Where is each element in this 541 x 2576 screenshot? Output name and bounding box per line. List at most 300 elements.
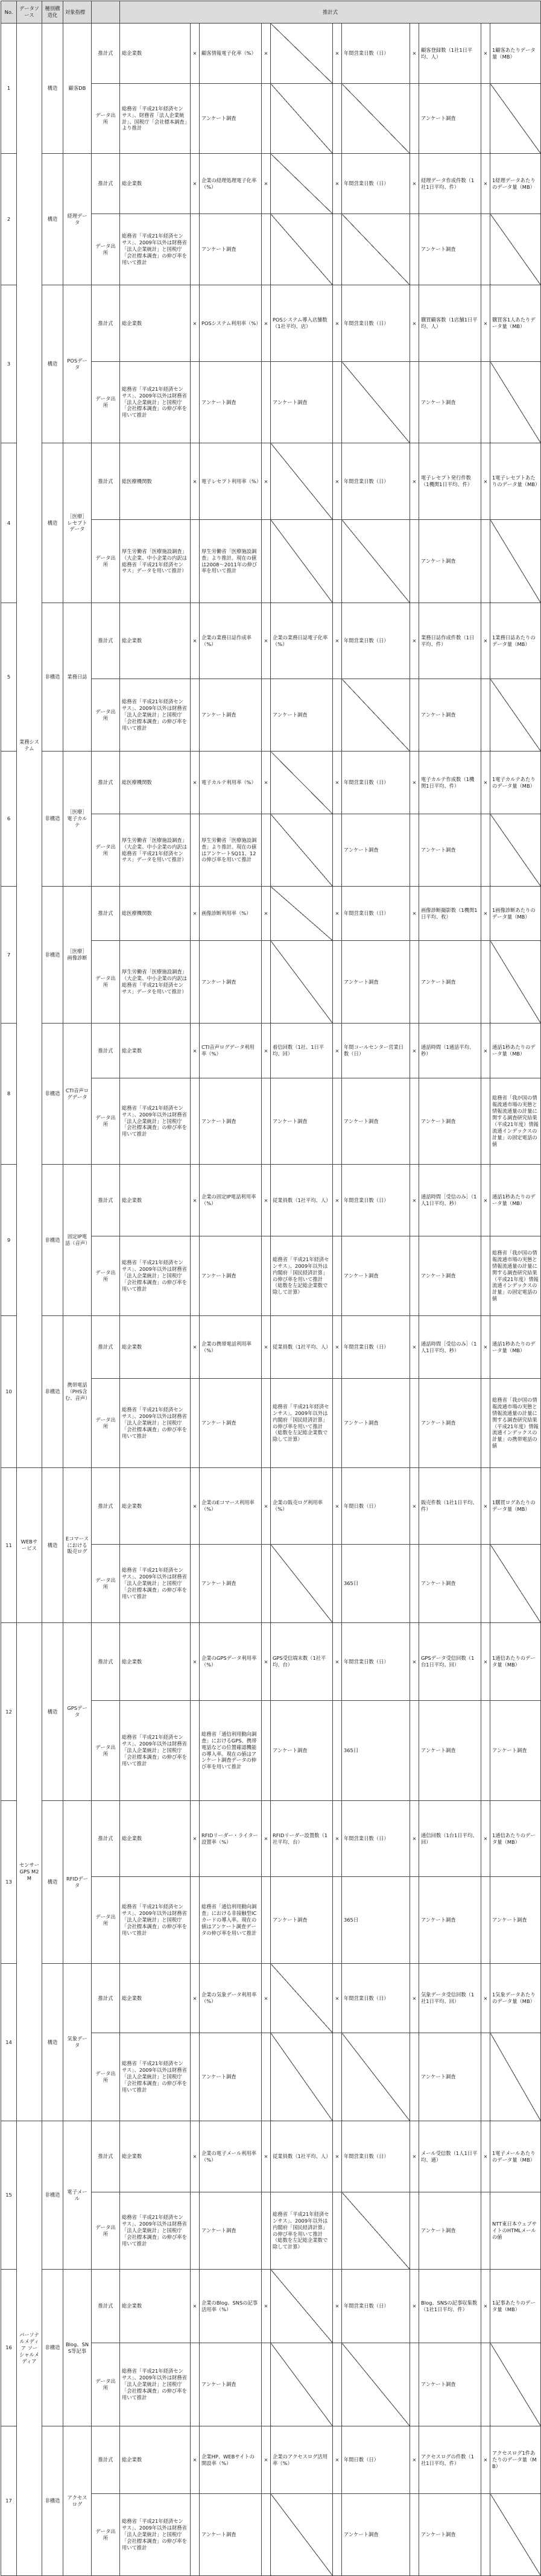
source-note: アンケート調査 [342,814,410,887]
formula-factor: 総企業数 [120,154,191,214]
target-indicator: 固定IP電話（音声） [63,1165,92,1316]
separator-cell [410,679,419,752]
formula-factor: 総企業数 [120,2426,191,2494]
separator-cell [481,214,490,285]
times-sign: × [333,887,342,941]
structure-type: 構造 [42,154,63,285]
table-row [1,1801,541,1877]
formula-factor: 1業務日誌あたりのデータ量（MB） [490,603,541,679]
separator-cell [481,1701,490,1801]
formula-factor: 総企業数 [120,603,191,679]
times-sign: × [262,2121,271,2192]
times-sign: × [410,154,419,214]
source-label: データ出所 [92,1236,120,1316]
formula-factor: 総企業数 [120,1468,191,1545]
structure-type: 非構造 [42,2426,63,2576]
estimate-label: 推計式 [92,1165,120,1236]
formula-factor: 従業員数（1社平均、人） [271,1165,333,1236]
separator-cell [191,1236,200,1316]
target-indicator: CTI音声ログデータ [63,1024,92,1165]
row-number: 9 [1,1165,17,1316]
row-number: 3 [1,285,17,443]
formula-factor: 1通信あたりのデータ量（MB） [490,1623,541,1701]
times-sign: × [333,1316,342,1379]
structure-type: 非構造 [42,1316,63,1468]
source-note: アンケート調査 [419,1545,481,1623]
formula-factor: 電子レセプト発行件数（1機関1日平均、件） [419,443,481,520]
empty-source-cell [271,2494,333,2576]
table-row [1,2270,541,2343]
empty-source-cell [342,2192,410,2270]
times-sign: × [481,752,490,814]
formula-factor: POSシステム導入店舗数（1社平均、店） [271,285,333,362]
times-sign: × [410,2426,419,2494]
formula-factor: 年間営業日数（日） [342,443,410,520]
formula-factor: 通話1秒あたりのデータ量（MB） [490,1165,541,1236]
times-sign: × [262,1468,271,1545]
structure-type: 非構造 [42,887,63,1024]
empty-source-cell [490,2494,541,2576]
empty-source-cell [342,2343,410,2426]
target-indicator: 経理データ [63,154,92,285]
empty-source-cell [271,2343,333,2426]
separator-cell [333,2192,342,2270]
formula-factor: アクセスログの件数（1社1日平均、件） [419,2426,481,2494]
formula-factor: 通信回数（1台1日平均、回） [419,1801,481,1877]
times-sign: × [191,285,200,362]
times-sign: × [333,2270,342,2343]
formula-factor: 電子カルテ利用率（%） [200,752,262,814]
row-number: 1 [1,24,17,154]
formula-factor: 通話時間（1通話平均、秒） [419,1024,481,1078]
times-sign: × [262,2426,271,2494]
separator-cell [333,814,342,887]
estimate-label: 推計式 [92,1024,120,1078]
formula-factor: 販売件数（1社1日平均、件） [419,1468,481,1545]
formula-factor: 年間営業日数（日） [342,1964,410,2033]
times-sign: × [333,2426,342,2494]
formula-factor: 年間営業日数（日） [342,603,410,679]
formula-factor: 企業の携帯電話利用率（%） [200,1316,262,1379]
source-note: アンケート調査 [342,941,410,1024]
separator-cell [410,520,419,603]
source-note: アンケート調査 [419,214,481,285]
table-row [1,1165,541,1236]
formula-factor: 電子カルテ作成数（1機関1日平均、件） [419,752,481,814]
row-number: 2 [1,154,17,285]
times-sign: × [481,1024,490,1078]
source-label: データ出所 [92,1379,120,1468]
separator-cell [410,1236,419,1316]
source-label: データ出所 [92,814,120,887]
empty-source-cell [490,1545,541,1623]
separator-cell [410,941,419,1024]
times-sign: × [333,1801,342,1877]
formula-factor: 総企業数 [120,285,191,362]
source-note: 厚生労働省「医療施設調査」（大企業、中小企業の内訳は総務省「平成21年経済センサス」データを用いて推計） [120,814,191,887]
separator-cell [262,941,271,1024]
separator-cell [262,1379,271,1468]
formula-factor: 企業の業務日誌電子化率（%） [271,603,333,679]
source-note: 総務省「我が国の情報流通市場の実態と情報流通量の計量に関する調査研究結果（平成21年度）情報流通インデックスの計量」の携帯電話の値 [490,1379,541,1468]
separator-cell [262,84,271,154]
empty-factor-cell [271,2270,333,2343]
separator-cell [191,1877,200,1964]
empty-source-cell [342,84,410,154]
formula-factor: 購買客1人あたりデータ量（MB） [490,285,541,362]
source-note: 総務省「平成21年経済センサス」、財務省「法人企業統計」、国税庁「会社標本調査」より推計 [120,84,191,154]
source-label: データ出所 [92,1701,120,1801]
structure-type: 構造 [42,1468,63,1623]
row-number: 5 [1,603,17,752]
structure-type: 非構造 [42,1165,63,1316]
separator-cell [191,520,200,603]
formula-factor: GPSデータ受信回数（1台1日平均、回） [419,1623,481,1701]
formula-factor: 年間営業日数（日） [342,887,410,941]
source-note: アンケート調査 [419,814,481,887]
separator-cell [481,941,490,1024]
structure-type: 非構造 [42,2270,63,2426]
formula-factor: 着信回数（1社、1日平均、回） [271,1024,333,1078]
times-sign: × [410,1024,419,1078]
separator-cell [410,1078,419,1165]
empty-factor-cell [271,887,333,941]
separator-cell [410,214,419,285]
formula-factor: 年間日数（日） [342,1468,410,1545]
separator-cell [191,814,200,887]
separator-cell [481,2033,490,2121]
times-sign: × [333,154,342,214]
separator-cell [191,1379,200,1468]
row-number: 14 [1,1964,17,2121]
times-sign: × [481,2426,490,2494]
separator-cell [262,2343,271,2426]
separator-cell [481,1379,490,1468]
table-row [1,1024,541,1078]
row-number: 15 [1,2121,17,2270]
source-note: 総務省「平成21年経済センサス」、2009年以外は財務省「法人企業統計」と国税庁「会社標本調査」の伸び率を用いて推計 [120,362,191,443]
times-sign: × [191,1623,200,1701]
estimate-label: 推計式 [92,24,120,84]
source-note: アンケート調査 [419,1379,481,1468]
formula-factor: 1記事あたりのデータ量（MB） [490,2270,541,2343]
structure-type: 構造 [42,1623,63,1801]
source-label: データ出所 [92,362,120,443]
source-label: データ出所 [92,679,120,752]
times-sign: × [410,2121,419,2192]
times-sign: × [262,1024,271,1078]
formula-factor: 年間営業日数（日） [342,1623,410,1701]
times-sign: × [262,1964,271,2033]
separator-cell [410,814,419,887]
source-note: アンケート調査 [419,2033,481,2121]
source-note: NTT東日本ウェブサイトのHTMLメールの値 [490,2192,541,2270]
times-sign: × [333,1024,342,1078]
separator-cell [333,1877,342,1964]
formula-factor: 年間営業日数（日） [342,2270,410,2343]
formula-factor: 年間日数（日） [342,2426,410,2494]
target-indicator: 顧客DB [63,24,92,154]
formula-factor: 画像診断利用率（%） [200,887,262,941]
times-sign: × [333,24,342,84]
formula-factor: 従業員数（1社平均、人） [271,1316,333,1379]
formula-factor: 年間営業日数（日） [342,154,410,214]
formula-factor: GPS受信端末数（1社平均、台） [271,1623,333,1701]
source-label: データ出所 [92,1877,120,1964]
times-sign: × [481,603,490,679]
source-note: 厚生労働省「医療施設調査」より推計。現在の値は2008～2011年の伸び率を用いて推計 [200,520,262,603]
col-target: 対象指標 [63,1,92,24]
source-note: アンケート調査 [419,2192,481,2270]
separator-cell [333,520,342,603]
target-indicator: ［医療］電子カルテ [63,752,92,887]
formula-factor: 年間営業日数（日） [342,2121,410,2192]
times-sign: × [410,443,419,520]
formula-factor: 年間営業日数（日） [342,752,410,814]
separator-cell [262,1078,271,1165]
source-note: アンケート調査 [200,1078,262,1165]
source-note: アンケート調査 [490,1877,541,1964]
structure-type: 非構造 [42,603,63,752]
data-source-group: センサーGPS M2M [17,1623,42,2121]
times-sign: × [410,1623,419,1701]
formula-factor: 年間営業日数（日） [342,24,410,84]
target-indicator: 携帯電話（PHS含む、音声） [63,1316,92,1468]
table-row [1,603,541,679]
source-note: アンケート調査 [200,2343,262,2426]
row-number: 17 [1,2426,17,2576]
separator-cell [410,2192,419,2270]
estimate-label: 推計式 [92,1468,120,1545]
separator-cell [191,2033,200,2121]
times-sign: × [481,1964,490,2033]
formula-factor: 企業のBlog、SNSの記事活用率（%） [200,2270,262,2343]
times-sign: × [410,2270,419,2343]
estimation-table [1,1,541,2576]
times-sign: × [410,752,419,814]
formula-factor: 総医療機関数 [120,887,191,941]
data-source-group: 業務システム [17,24,42,1468]
formula-factor: 企業の業務日誌作成率（%） [200,603,262,679]
times-sign: × [191,24,200,84]
source-note: アンケート調査 [271,1701,333,1801]
target-indicator: RFIDデータ [63,1801,92,1964]
structure-type: 非構造 [42,2121,63,2270]
table-row [1,1468,541,1545]
times-sign: × [333,443,342,520]
times-sign: × [191,1801,200,1877]
formula-factor: 企業の電子メール利用率（%） [200,2121,262,2192]
times-sign: × [191,1165,200,1236]
separator-cell [410,1877,419,1964]
empty-source-cell [342,214,410,285]
target-indicator: 気象データ [63,1964,92,2121]
estimate-label: 推計式 [92,603,120,679]
separator-cell [481,1078,490,1165]
source-note: アンケート調査 [419,1877,481,1964]
empty-source-cell [271,814,333,887]
source-note: アンケート調査 [200,1545,262,1623]
separator-cell [262,2033,271,2121]
separator-cell [333,679,342,752]
separator-cell [481,84,490,154]
times-sign: × [333,603,342,679]
source-note: 厚生労働省「医療施設調査」（大企業、中小企業の内訳は総務省「平成21年経済センサス」データを用いて推計） [120,941,191,1024]
source-note: 総務省「平成21年経済センサス」、2009年以外は財務省「法人企業統計」と国税庁「会社標本調査」の伸び率を用いて推計 [120,1078,191,1165]
source-note: アンケート調査 [200,2033,262,2121]
formula-factor: CTI音声ログデータ利用率（%） [200,1024,262,1078]
formula-factor: 通話1秒あたりのデータ量（MB） [490,1024,541,1078]
separator-cell [262,1236,271,1316]
source-note: アンケート調査 [342,1078,410,1165]
separator-cell [262,362,271,443]
source-note: 365日 [342,1545,410,1623]
separator-cell [481,1236,490,1316]
separator-cell [333,1701,342,1801]
empty-source-cell [271,941,333,1024]
separator-cell [333,1236,342,1316]
times-sign: × [333,1964,342,2033]
separator-cell [262,1545,271,1623]
structure-type: 構造 [42,1801,63,1964]
times-sign: × [410,1468,419,1545]
formula-factor: 総企業数 [120,24,191,84]
source-note: アンケート調査 [342,1379,410,1468]
source-note: アンケート調査 [200,214,262,285]
formula-factor: 企業の販売ログ利用率（%） [271,1468,333,1545]
source-note: 365日 [342,1877,410,1964]
source-note: 総務省「平成21年経済センサス」、2009年以外は財務省「法人企業統計」と国税庁「会社標本調査」の伸び率を用いて推計 [120,679,191,752]
col-struct: 種別構造化 [42,1,63,24]
target-indicator: POSデータ [63,285,92,443]
separator-cell [481,2343,490,2426]
separator-cell [481,679,490,752]
source-note: アンケート調査 [200,2494,262,2576]
empty-source-cell [271,1545,333,1623]
formula-factor: 総医療機関数 [120,443,191,520]
times-sign: × [191,2121,200,2192]
times-sign: × [410,1801,419,1877]
times-sign: × [481,1623,490,1701]
target-indicator: ［医療］画像診断 [63,887,92,1024]
formula-factor: 1顧客あたりデータ量（MB） [490,24,541,84]
times-sign: × [191,2426,200,2494]
row-number: 12 [1,1623,17,1801]
source-note: 総務省「通信利用動向調査」における非接触型ICカードの導入率。現在の値はアンケート調査データの伸び率を用いて推計 [200,1877,262,1964]
col-formula: 推計式 [120,1,541,24]
source-note: 総務省「我が国の情報流通市場の実態と情報流通量の計量に関する調査研究結果（平成21年度）情報流通インデックスの計量」の固定電話の値 [490,1078,541,1165]
formula-factor: 年間営業日数（日） [342,1165,410,1236]
table-row [1,2121,541,2192]
separator-cell [410,1545,419,1623]
formula-factor: 1電子メールあたりのデータ量（MB） [490,2121,541,2192]
separator-cell [191,2343,200,2426]
empty-source-cell [342,362,410,443]
source-note: アンケート調査 [419,941,481,1024]
separator-cell [481,1545,490,1623]
source-note: 総務省「我が国の情報流通市場の実態と情報流通量の計量に関する調査研究結果（平成21年度）情報流通インデックスの計量」の固定電話の値 [490,1236,541,1316]
times-sign: × [481,2121,490,2192]
times-sign: × [481,887,490,941]
times-sign: × [333,752,342,814]
formula-factor: 総企業数 [120,1801,191,1877]
times-sign: × [481,443,490,520]
times-sign: × [262,1801,271,1877]
table-row [1,154,541,214]
times-sign: × [262,154,271,214]
source-note: アンケート調査 [271,1877,333,1964]
separator-cell [410,1701,419,1801]
empty-source-cell [490,84,541,154]
header-row [1,1,541,24]
separator-cell [481,520,490,603]
source-note: アンケート調査 [419,1701,481,1801]
source-label: データ出所 [92,941,120,1024]
separator-cell [262,814,271,887]
separator-cell [191,941,200,1024]
times-sign: × [410,24,419,84]
formula-factor: メール受信数（1人1日平均、通） [419,2121,481,2192]
separator-cell [333,2494,342,2576]
separator-cell [410,1379,419,1468]
table-body [1,24,541,2576]
source-note: 総務省「平成21年経済センサス」、2009年以外は内閣府「国民経済計算」の伸び率を用いて推計（総数を左記総企業数で除して計算） [271,2192,333,2270]
row-number: 11 [1,1468,17,1623]
source-note: 総務省「平成21年経済センサス」、2009年以外は財務省「法人企業統計」と国税庁「会社標本調査」の伸び率を用いて推計 [120,1701,191,1801]
formula-factor: 通話1秒あたりのデータ量（MB） [490,1316,541,1379]
source-note: 総務省「平成21年経済センサス」、2009年以外は財務省「法人企業統計」と国税庁「会社標本調査」の伸び率を用いて推計 [120,1379,191,1468]
source-note: 総務省「平成21年経済センサス」、2009年以外は財務省「法人企業統計」と国税庁「会社標本調査」の伸び率を用いて推計 [120,2192,191,2270]
estimate-label: 推計式 [92,2270,120,2343]
formula-factor: 総企業数 [120,1623,191,1701]
formula-factor: 1画像診断あたりのデータ量（MB） [490,887,541,941]
col-no: No. [1,1,17,24]
times-sign: × [191,1468,200,1545]
separator-cell [262,520,271,603]
separator-cell [410,2494,419,2576]
table-row [1,2426,541,2494]
times-sign: × [191,752,200,814]
source-note: 厚生労働省「医療施設調査」（大企業、中小企業の内訳は総務省「平成21年経済センサス」データを用いて推計） [120,520,191,603]
source-label: データ出所 [92,520,120,603]
separator-cell [410,84,419,154]
table-row [1,752,541,814]
formula-factor: 1通信あたりのデータ量（MB） [490,1801,541,1877]
table-row [1,24,541,84]
data-source-group: WEBサービス [17,1468,42,1623]
empty-source-cell [490,679,541,752]
formula-factor: 総企業数 [120,1165,191,1236]
formula-factor: 購買顧客数（1店舗1日平均、人） [419,285,481,362]
structure-type: 非構造 [42,1024,63,1165]
times-sign: × [191,443,200,520]
source-note: 365日 [342,1701,410,1801]
times-sign: × [333,1165,342,1236]
times-sign: × [262,443,271,520]
separator-cell [262,2192,271,2270]
formula-factor: RFIDリーダー設置数（1社平均、台） [271,1801,333,1877]
separator-cell [410,2343,419,2426]
formula-factor: 総医療機関数 [120,752,191,814]
estimate-label: 推計式 [92,1801,120,1877]
source-note: アンケート調査 [419,520,481,603]
table-row [1,1964,541,2033]
row-number: 4 [1,443,17,603]
times-sign: × [481,1468,490,1545]
times-sign: × [262,1316,271,1379]
empty-factor-cell [271,752,333,814]
separator-cell [262,679,271,752]
